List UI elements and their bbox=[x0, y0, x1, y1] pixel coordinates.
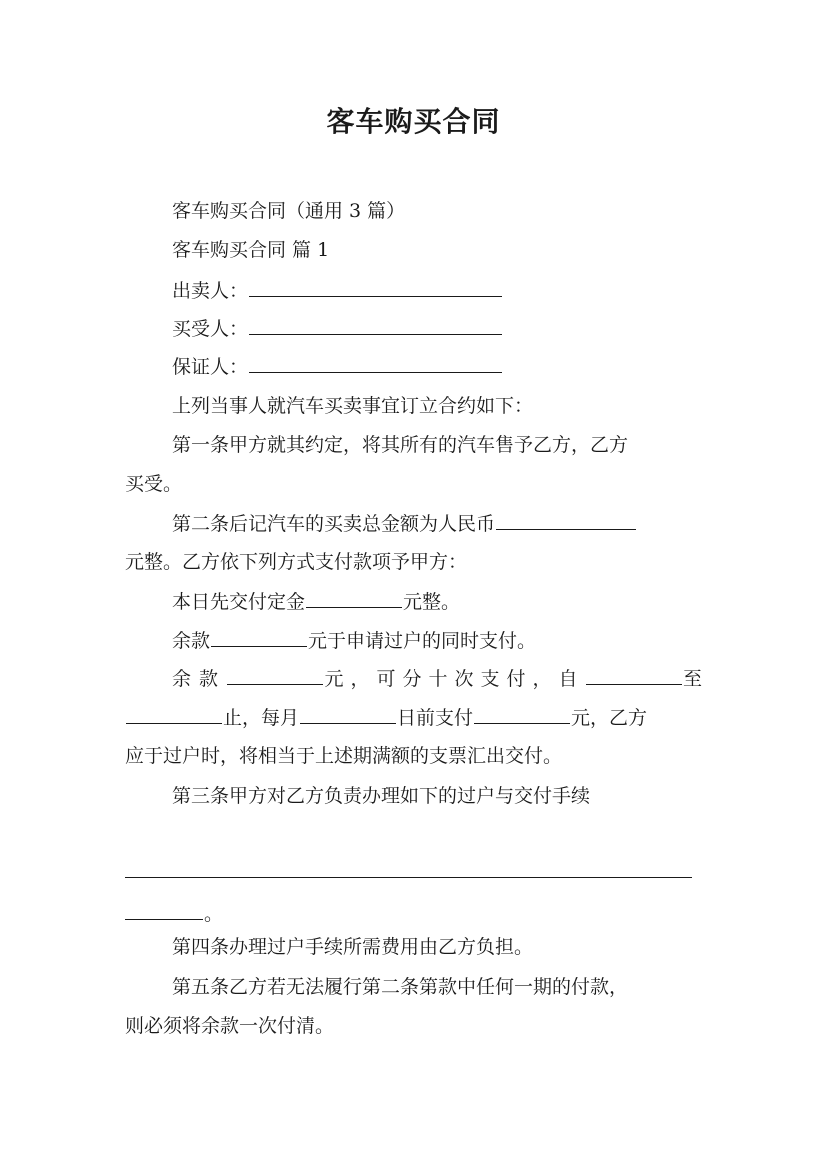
deposit-suffix: 元整。 bbox=[403, 591, 461, 613]
installment-text3: 元，乙方 bbox=[571, 707, 648, 729]
intro-paragraph: 上列当事人就汽车买卖事宜订立合约如下： bbox=[172, 395, 534, 417]
monthly-amount-blank[interactable] bbox=[474, 702, 570, 724]
article3-end-mark: 。 bbox=[204, 903, 224, 925]
balance1-line bbox=[172, 625, 536, 656]
document-title: 客车购买合同 bbox=[326, 105, 501, 138]
buyer-label: 买受人： bbox=[172, 318, 249, 340]
guarantor-blank[interactable] bbox=[249, 351, 502, 373]
article5-line2: 则必须将余款一次付清。 bbox=[125, 1015, 335, 1037]
balance1-suffix: 元于申请过户的同时支付。 bbox=[308, 630, 537, 652]
check-line: 应于过户时，将相当于上述期满额的支票汇出交付。 bbox=[125, 745, 563, 767]
seller-line bbox=[172, 275, 503, 306]
guarantor-line bbox=[172, 351, 503, 382]
balance1-prefix: 余款 bbox=[172, 630, 211, 652]
article3-short-blank[interactable] bbox=[125, 898, 203, 920]
balance2-word3: 至 bbox=[682, 668, 702, 690]
balance2-amount-blank[interactable] bbox=[227, 663, 323, 685]
article3-long-blank[interactable] bbox=[125, 877, 692, 878]
balance2-word1: 余款 bbox=[172, 668, 227, 690]
installment-text2: 日前支付 bbox=[397, 707, 474, 729]
end-date-blank[interactable] bbox=[126, 702, 222, 724]
balance2-line bbox=[172, 663, 702, 694]
deposit-line bbox=[172, 586, 460, 617]
article3-line3 bbox=[125, 898, 223, 929]
article5-line1: 第五条乙方若无法履行第二条第款中任何一期的付款， bbox=[172, 976, 629, 998]
total-amount-blank[interactable] bbox=[496, 508, 636, 530]
deposit-blank[interactable] bbox=[306, 586, 402, 608]
article1-line1: 第一条甲方就其约定，将其所有的汽车售予乙方，乙方 bbox=[172, 434, 629, 456]
buyer-line bbox=[172, 313, 503, 344]
start-date-blank[interactable] bbox=[586, 663, 682, 685]
buyer-blank[interactable] bbox=[249, 313, 502, 335]
deposit-prefix: 本日先交付定金 bbox=[172, 591, 306, 613]
seller-label: 出卖人： bbox=[172, 280, 249, 302]
article2-line1 bbox=[172, 508, 637, 539]
document-subtitle: 客车购买合同（通用 3 篇） bbox=[172, 200, 406, 222]
installment-line bbox=[125, 702, 647, 733]
balance1-blank[interactable] bbox=[211, 625, 307, 647]
seller-blank[interactable] bbox=[249, 275, 502, 297]
article2-text: 第二条后记汽车的买卖总金额为人民币 bbox=[172, 513, 496, 535]
article3-line1: 第三条甲方对乙方负责办理如下的过户与交付手续 bbox=[172, 785, 591, 807]
article2-line2: 元整。乙方依下列方式支付款项予甲方： bbox=[125, 551, 468, 573]
guarantor-label: 保证人： bbox=[172, 356, 249, 378]
section-heading: 客车购买合同 篇 1 bbox=[172, 239, 330, 261]
balance2-word2: 元，可分十次支付，自 bbox=[324, 668, 585, 690]
monthly-day-blank[interactable] bbox=[300, 702, 396, 724]
installment-text1: 止，每月 bbox=[223, 707, 300, 729]
article4-line: 第四条办理过户手续所需费用由乙方负担。 bbox=[172, 936, 534, 958]
article1-line2: 买受。 bbox=[125, 473, 183, 495]
